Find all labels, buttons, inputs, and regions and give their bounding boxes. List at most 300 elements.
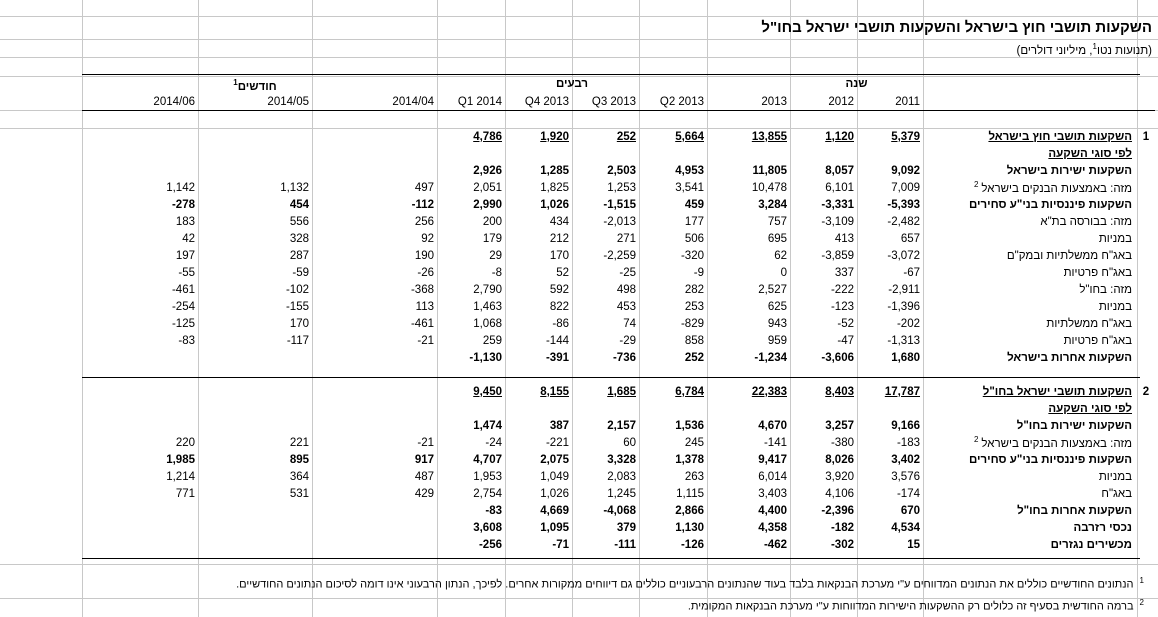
table-cell: -123 (830, 300, 854, 313)
row-label (923, 400, 1137, 417)
table-row (82, 519, 1155, 536)
table-cell: -182 (830, 521, 854, 534)
table-cell: -1,515 (603, 198, 636, 211)
table-cell: 1,049 (540, 470, 569, 483)
table-cell: 7,009 (891, 181, 920, 194)
table-cell: 9,166 (891, 419, 920, 432)
table-row (82, 315, 1155, 332)
row-label-text: השקעות תושבי חוץ בישראל (988, 130, 1132, 143)
row-label (923, 519, 1137, 536)
row-label (923, 213, 1137, 230)
row-label-text: במניות (1098, 232, 1132, 245)
table-cell: -83 (485, 504, 502, 517)
table-cell (82, 536, 198, 553)
row-index (1137, 213, 1155, 230)
table-cell: 8,026 (825, 453, 854, 466)
column-header-label-spacer (923, 93, 1137, 111)
table-cell: -320 (680, 249, 704, 262)
table-row (82, 162, 1155, 179)
table-cell: 52 (556, 266, 569, 279)
table-cell: 1,536 (675, 419, 704, 432)
row-label (923, 536, 1137, 553)
table-cell: 4,358 (758, 521, 787, 534)
table-cell (82, 383, 198, 400)
row-label-text: מזה: באמצעות הבנקים בישראל (981, 437, 1132, 450)
table-cell: 413 (834, 232, 854, 245)
table-cell: 1,068 (473, 317, 502, 330)
column-header: 2012 (790, 93, 857, 111)
table-cell (312, 111, 437, 129)
table-cell: 3,541 (675, 181, 704, 194)
table-cell: -1,234 (754, 351, 787, 364)
table-cell: -52 (837, 317, 854, 330)
row-index: 1 (1142, 130, 1150, 143)
row-index (1137, 417, 1155, 434)
footnote (44, 598, 1144, 613)
row-label-text: באג"ח פרטיות (1063, 334, 1132, 347)
table-cell: -21 (417, 436, 434, 449)
months-label: חודשים (237, 80, 277, 93)
table-cell: 487 (414, 470, 434, 483)
table-cell: 0 (780, 266, 787, 279)
table-cell: 364 (289, 470, 309, 483)
row-label-text: השקעות אחרות בישראל (1007, 351, 1132, 364)
column-header: 2011 (857, 93, 923, 111)
table-cell (198, 162, 312, 179)
table-cell (639, 366, 707, 383)
table-cell: 1,685 (607, 385, 636, 398)
row-index (1137, 162, 1155, 179)
row-label (923, 111, 1137, 129)
table-cell: 29 (489, 249, 502, 262)
table-bottom-rule (82, 558, 1140, 559)
table-cell: 256 (414, 215, 434, 228)
table-cell: 287 (289, 249, 309, 262)
table-cell: 429 (414, 487, 434, 500)
table-cell: -9 (693, 266, 704, 279)
table-cell (82, 366, 198, 383)
table-cell (82, 400, 198, 417)
table-row (82, 383, 1155, 400)
row-label (923, 332, 1137, 349)
table-cell: 252 (684, 351, 704, 364)
table-cell: 670 (900, 504, 920, 517)
table-cell: 2,157 (607, 419, 636, 432)
table-row (82, 281, 1155, 298)
table-body (82, 111, 1155, 554)
table-cell: -256 (478, 538, 502, 551)
table-cell: -461 (171, 283, 195, 296)
table-cell: 695 (767, 232, 787, 245)
table-cell (437, 400, 505, 417)
table-cell (437, 111, 505, 129)
table-cell: 9,417 (758, 453, 787, 466)
table-cell: 179 (482, 232, 502, 245)
page-subtitle (652, 42, 1152, 57)
table-cell: 943 (767, 317, 787, 330)
table-cell: 337 (834, 266, 854, 279)
table-row (82, 128, 1155, 145)
table-cell: -254 (171, 300, 195, 313)
row-index (1137, 485, 1155, 502)
table-cell: -3,109 (821, 215, 854, 228)
table-cell: -278 (171, 198, 195, 211)
table-cell: 6,014 (758, 470, 787, 483)
table-cell (198, 502, 312, 519)
table-cell: -141 (763, 436, 787, 449)
row-label-text: מזה: בבורסה בת"א (1040, 215, 1132, 228)
table-cell: 822 (549, 300, 569, 313)
table-row (82, 298, 1155, 315)
table-row (82, 485, 1155, 502)
table-cell: 9,450 (473, 385, 502, 398)
table-cell: 3,328 (607, 453, 636, 466)
table-row (82, 349, 1155, 366)
table-cell (857, 111, 923, 129)
table-cell: 1,825 (540, 181, 569, 194)
table-cell (198, 349, 312, 366)
column-header: Q3 2013 (572, 93, 639, 111)
table-cell (312, 519, 437, 536)
table-cell (312, 162, 437, 179)
table-row (82, 264, 1155, 281)
row-label (923, 162, 1137, 179)
table-cell: 3,403 (758, 487, 787, 500)
footnote-number: 2 (1139, 598, 1144, 607)
table-cell: 8,403 (825, 385, 854, 398)
table-row (82, 536, 1155, 553)
table-cell: 453 (616, 300, 636, 313)
row-index (1137, 247, 1155, 264)
table-cell (790, 400, 857, 417)
table-cell: 2,754 (473, 487, 502, 500)
table-cell (198, 383, 312, 400)
table-row (82, 213, 1155, 230)
table-cell (82, 111, 198, 129)
table-cell: -2,911 (888, 283, 920, 296)
table-cell: -86 (552, 317, 569, 330)
table-cell: -391 (545, 351, 569, 364)
table-cell: 259 (482, 334, 502, 347)
row-index: 2 (1142, 385, 1150, 398)
table-cell: 2,926 (473, 164, 502, 177)
table-cell: -736 (612, 351, 636, 364)
table-cell: -2,013 (603, 215, 636, 228)
table-cell: 2,527 (758, 283, 787, 296)
table-row (82, 230, 1155, 247)
table-cell (312, 417, 437, 434)
row-label (923, 315, 1137, 332)
table-cell: 2,083 (607, 470, 636, 483)
table-cell (82, 519, 198, 536)
table-cell: 177 (684, 215, 704, 228)
table-cell: 4,106 (825, 487, 854, 500)
table-cell: -3,859 (821, 249, 854, 262)
row-label (923, 383, 1137, 400)
row-label-text: השקעות אחרות בחו"ל (1017, 504, 1132, 517)
table-cell: 2,051 (473, 181, 502, 194)
table-cell: -29 (619, 334, 636, 347)
table-cell: -26 (417, 266, 434, 279)
table-cell: 3,257 (825, 419, 854, 432)
page-title: השקעות תושבי חוץ בישראל והשקעות תושבי ישראל בחו"ל (761, 19, 1152, 36)
table-cell (639, 111, 707, 129)
table-cell (312, 145, 437, 162)
table-cell: 4,400 (758, 504, 787, 517)
table-cell: 252 (616, 130, 636, 143)
row-label-text: מזה: בחו"ל (1079, 283, 1132, 296)
table-cell: -2,396 (821, 504, 854, 517)
row-label (923, 434, 1137, 451)
row-index (1137, 332, 1155, 349)
table-cell: 10,478 (751, 181, 787, 194)
table-cell: 771 (175, 487, 195, 500)
table-cell: -2,482 (887, 215, 920, 228)
table-cell: 917 (414, 453, 434, 466)
table-cell: -21 (417, 334, 434, 347)
table-cell: -83 (178, 334, 195, 347)
table-cell: 113 (415, 300, 434, 313)
row-label-text: לפי סוגי השקעה (1048, 402, 1132, 415)
table-cell (437, 366, 505, 383)
table-cell: -47 (837, 334, 854, 347)
table-cell: -102 (285, 283, 309, 296)
months-footnote-ref: 1 (233, 78, 238, 87)
table-cell: -117 (286, 334, 309, 347)
row-label-text: באג"ח פרטיות (1063, 266, 1132, 279)
investments-table (82, 93, 1155, 553)
row-label-text: השקעות ישירות בישראל (1006, 164, 1132, 177)
row-label-text: באג"ח ממשלתיות ובמק"ם (1006, 249, 1132, 262)
table-cell: 3,402 (891, 453, 920, 466)
table-cell: 657 (900, 232, 920, 245)
row-label (923, 298, 1137, 315)
table-cell: 4,534 (891, 521, 920, 534)
table-cell: 4,786 (473, 130, 502, 143)
table-cell (505, 366, 572, 383)
table-cell: 454 (289, 198, 309, 211)
row-index (1137, 264, 1155, 281)
table-cell (312, 349, 437, 366)
row-label-text: באג"ח ממשלתיות (1046, 317, 1132, 330)
table-cell: -67 (903, 266, 920, 279)
row-index (1137, 179, 1155, 196)
table-cell: 5,664 (675, 130, 704, 143)
table-cell: 220 (175, 436, 195, 449)
table-cell: -111 (614, 538, 636, 551)
table-cell: 1,920 (540, 130, 569, 143)
table-cell: -462 (763, 538, 787, 551)
table-cell: -829 (680, 317, 704, 330)
table-cell: 4,707 (473, 453, 502, 466)
table-cell (790, 366, 857, 383)
table-cell: 858 (684, 334, 704, 347)
table-cell: -3,072 (887, 249, 920, 262)
table-cell: 625 (767, 300, 787, 313)
row-index (1137, 298, 1155, 315)
row-label (923, 264, 1137, 281)
table-cell: 1,953 (473, 470, 502, 483)
table-cell (82, 162, 198, 179)
table-cell (437, 145, 505, 162)
table-cell: -2,259 (603, 249, 636, 262)
table-cell: -1,396 (887, 300, 920, 313)
row-label-text: במניות (1098, 300, 1132, 313)
row-label-text: השקעות ישירות בחו"ל (1016, 419, 1132, 432)
row-label (923, 485, 1137, 502)
table-cell: 497 (414, 181, 434, 194)
table-cell: 3,920 (825, 470, 854, 483)
table-cell (198, 111, 312, 129)
table-cell: 60 (623, 436, 636, 449)
table-cell: 2,866 (675, 504, 704, 517)
table-cell (572, 366, 639, 383)
table-row (82, 417, 1155, 434)
table-cell: -55 (178, 266, 195, 279)
row-label-text: מכשירים נגזרים (1050, 538, 1132, 551)
table-cell (572, 400, 639, 417)
table-cell: 434 (549, 215, 569, 228)
table-cell: 757 (767, 215, 787, 228)
table-cell: -222 (830, 283, 854, 296)
table-cell: -380 (830, 436, 854, 449)
table-cell: 282 (684, 283, 704, 296)
table-cell: -112 (411, 198, 434, 211)
subtitle-tail: , מיליוני דולרים) (1016, 44, 1093, 57)
row-index (1137, 315, 1155, 332)
row-label (923, 366, 1137, 383)
table-cell: -5,393 (887, 198, 920, 211)
table-cell: 253 (684, 300, 704, 313)
table-cell: 1,253 (607, 181, 636, 194)
row-index (1137, 349, 1155, 366)
table-row (82, 468, 1155, 485)
table-cell: -25 (619, 266, 636, 279)
table-cell: 4,669 (540, 504, 569, 517)
table-row (82, 451, 1155, 468)
table-cell (198, 128, 312, 145)
table-cell: 2,990 (473, 198, 502, 211)
table-cell: 2,790 (473, 283, 502, 296)
row-label (923, 349, 1137, 366)
table-cell: 22,383 (751, 385, 787, 398)
table-cell (312, 536, 437, 553)
column-header: Q4 2013 (505, 93, 572, 111)
table-cell: 379 (616, 521, 636, 534)
table-row (82, 332, 1155, 349)
row-index (1137, 502, 1155, 519)
table-cell: 212 (549, 232, 569, 245)
table-cell: -1,130 (469, 351, 502, 364)
table-cell: 1,130 (675, 521, 704, 534)
column-header: 2014/04 (312, 93, 437, 111)
table-cell (790, 111, 857, 129)
table-cell: 8,155 (540, 385, 569, 398)
table-cell (707, 111, 790, 129)
row-label-text: השקעות פיננסיות בני"ע סחירים (968, 198, 1132, 211)
row-index (1137, 434, 1155, 451)
table-cell (790, 145, 857, 162)
table-cell: -24 (485, 436, 502, 449)
footnote-text: הנתונים החודשיים כוללים את הנתונים המדווחים ע"י מערכת הבנקאות בלבד בעוד שהנתונים הרבעוניים כוללים גם דיווחים ממקורות אחרים. לפיכך, הנתון הרבעוני אינו דומה לסיכום הנתונים החודשיים. (236, 578, 1134, 591)
table-cell (82, 349, 198, 366)
table-cell: 1,985 (166, 453, 195, 466)
row-label (923, 230, 1137, 247)
table-cell (857, 400, 923, 417)
table-cell: 170 (549, 249, 569, 262)
row-index (1137, 230, 1155, 247)
row-label (923, 196, 1137, 213)
table-cell: 1,680 (891, 351, 920, 364)
table-row (82, 502, 1155, 519)
table-cell (312, 128, 437, 145)
table-cell: 4,953 (675, 164, 704, 177)
table-cell (82, 417, 198, 434)
table-cell: 3,284 (758, 198, 787, 211)
table-cell: 170 (289, 317, 309, 330)
table-cell: 11,805 (752, 164, 787, 177)
table-cell (82, 502, 198, 519)
row-index (1137, 468, 1155, 485)
table-cell (707, 366, 790, 383)
table-cell: 556 (289, 215, 309, 228)
table-cell: 328 (289, 232, 309, 245)
table-cell: 17,787 (884, 385, 920, 398)
row-index (1137, 536, 1155, 553)
table-cell: -174 (896, 487, 920, 500)
column-header: Q1 2014 (437, 93, 505, 111)
table-cell: 1,285 (540, 164, 569, 177)
table-cell (312, 400, 437, 417)
table-cell: -302 (830, 538, 854, 551)
table-cell: -3,331 (821, 198, 854, 211)
table-cell: 221 (289, 436, 309, 449)
table-cell: -71 (552, 538, 569, 551)
header-top-rule (82, 74, 1140, 75)
table-cell (82, 128, 198, 145)
row-label (923, 451, 1137, 468)
table-cell: 6,101 (825, 181, 854, 194)
table-cell (505, 111, 572, 129)
table-cell: -8 (491, 266, 502, 279)
table-cell: 197 (175, 249, 195, 262)
table-cell (572, 111, 639, 129)
group-header-months (198, 78, 312, 93)
column-header-index-spacer (1137, 93, 1155, 111)
column-header: Q2 2013 (639, 93, 707, 111)
column-header-row (82, 93, 1155, 111)
table-cell: 1,142 (166, 181, 195, 194)
table-cell: 15 (907, 538, 920, 551)
row-index (1137, 196, 1155, 213)
table-cell (639, 400, 707, 417)
table-cell (707, 145, 790, 162)
row-index (1137, 519, 1155, 536)
row-index (1137, 366, 1155, 383)
column-header: 2013 (707, 93, 790, 111)
table-cell: 506 (684, 232, 704, 245)
table-cell (198, 519, 312, 536)
table-cell (198, 400, 312, 417)
row-label-text: באג"ח (1101, 487, 1132, 500)
row-index (1137, 111, 1155, 129)
table-cell (572, 145, 639, 162)
table-cell: 387 (549, 419, 569, 432)
table-cell: 1,115 (676, 487, 704, 500)
table-row (82, 247, 1155, 264)
table-cell: 4,670 (758, 419, 787, 432)
column-header: 2014/05 (198, 93, 312, 111)
